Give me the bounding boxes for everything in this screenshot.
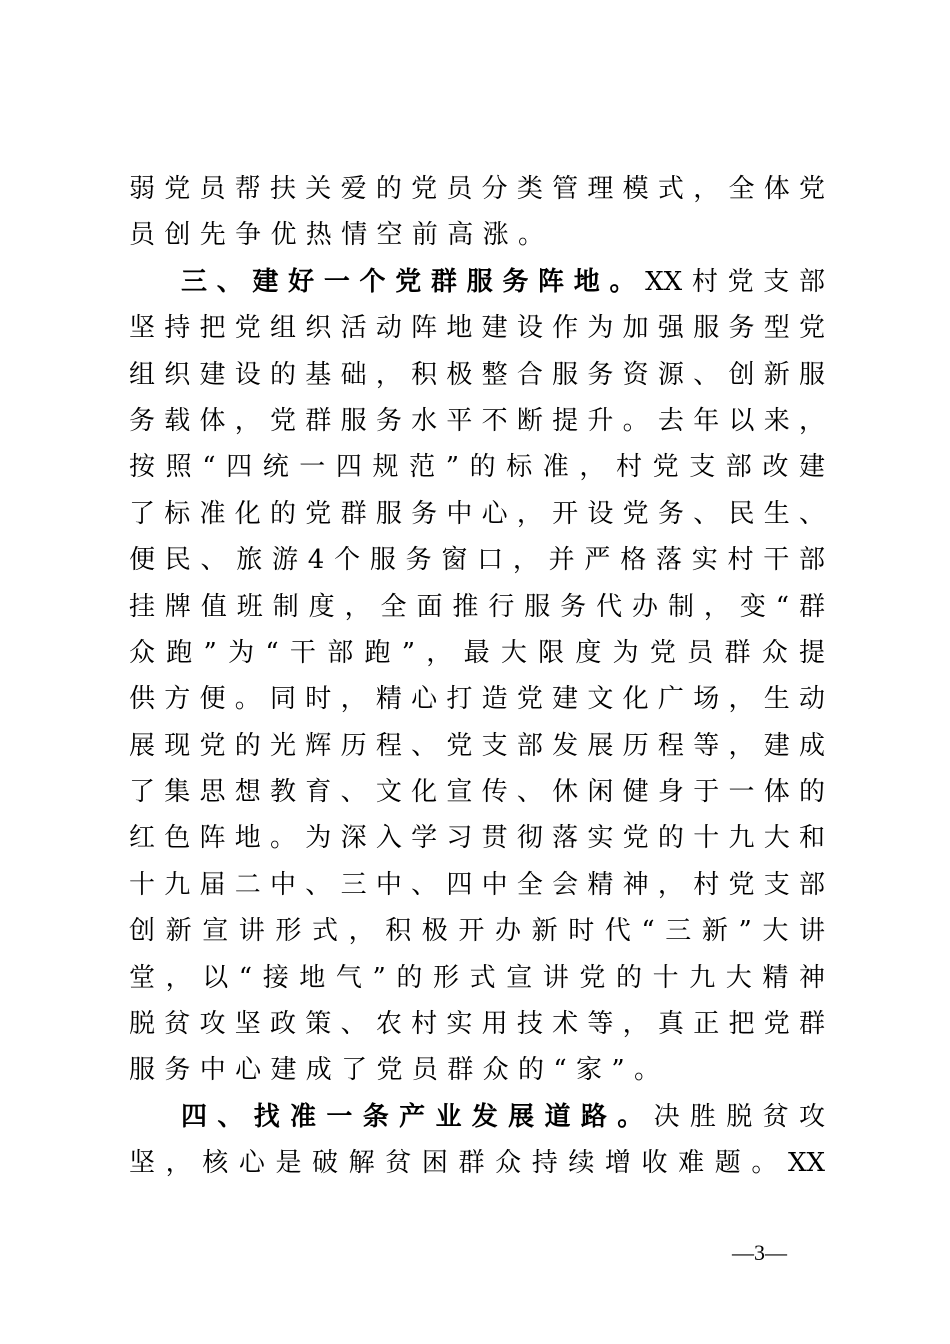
page-number: —3— (732, 1240, 787, 1265)
text-line: 红色阵地。为深入学习贯彻落实党的十九大和 (129, 823, 825, 854)
text-line: 了标准化的党群服务中心，开设党务、民生、 (129, 498, 825, 529)
section-heading-line (129, 259, 825, 305)
text-line: 坚，核心是破解贫困群众持续增收难题。XX (129, 1148, 825, 1179)
section-heading: 四、找准一条产业发展道路。 (181, 1101, 654, 1132)
text-line: 展现党的光辉历程、党支部发展历程等，建成 (129, 730, 825, 761)
text-line: 弱党员帮扶关爱的党员分类管理模式，全体党 (129, 174, 825, 204)
text-line: 挂牌值班制度，全面推行服务代办制，变“群 (129, 591, 825, 622)
section-heading: 三、建好一个党群服务阵地。 (181, 266, 646, 297)
text-line: 众跑”为“干部跑”，最大限度为党员群众提 (129, 637, 825, 668)
text-line: 供方便。同时，精心打造党建文化广场，生动 (129, 684, 825, 715)
text-line: 创新宣讲形式，积极开办新时代“三新”大讲 (129, 916, 825, 947)
text-line: 员创先争优热情空前高涨。 (129, 220, 554, 251)
text-line: 组织建设的基础，积极整合服务资源、创新服 (129, 359, 825, 390)
body-text (129, 166, 825, 1187)
text-line: 了集思想教育、文化宣传、休闲健身于一体的 (129, 777, 825, 808)
text-line: 务载体，党群服务水平不断提升。去年以来， (129, 405, 825, 436)
text-line: 便民、旅游4个服务窗口，并严格落实村干部 (129, 545, 825, 576)
text-line: 服务中心建成了党员群众的“家”。 (129, 1055, 670, 1086)
text-line: 脱贫攻坚政策、农村实用技术等，真正把党群 (129, 1009, 825, 1040)
text-line: 坚持把党组织活动阵地建设作为加强服务型党 (129, 313, 825, 344)
text-line: 按照“四统一四规范”的标准，村党支部改建 (129, 452, 825, 483)
text-line: 十九届二中、三中、四中全会精神，村党支部 (129, 869, 825, 900)
text-line: 堂，以“接地气”的形式宣讲党的十九大精神 (129, 962, 825, 993)
text-line-rest: XX村党支部 (645, 266, 825, 297)
section-heading-line (129, 1094, 825, 1140)
text-line-rest: 决胜脱贫攻 (653, 1101, 825, 1132)
